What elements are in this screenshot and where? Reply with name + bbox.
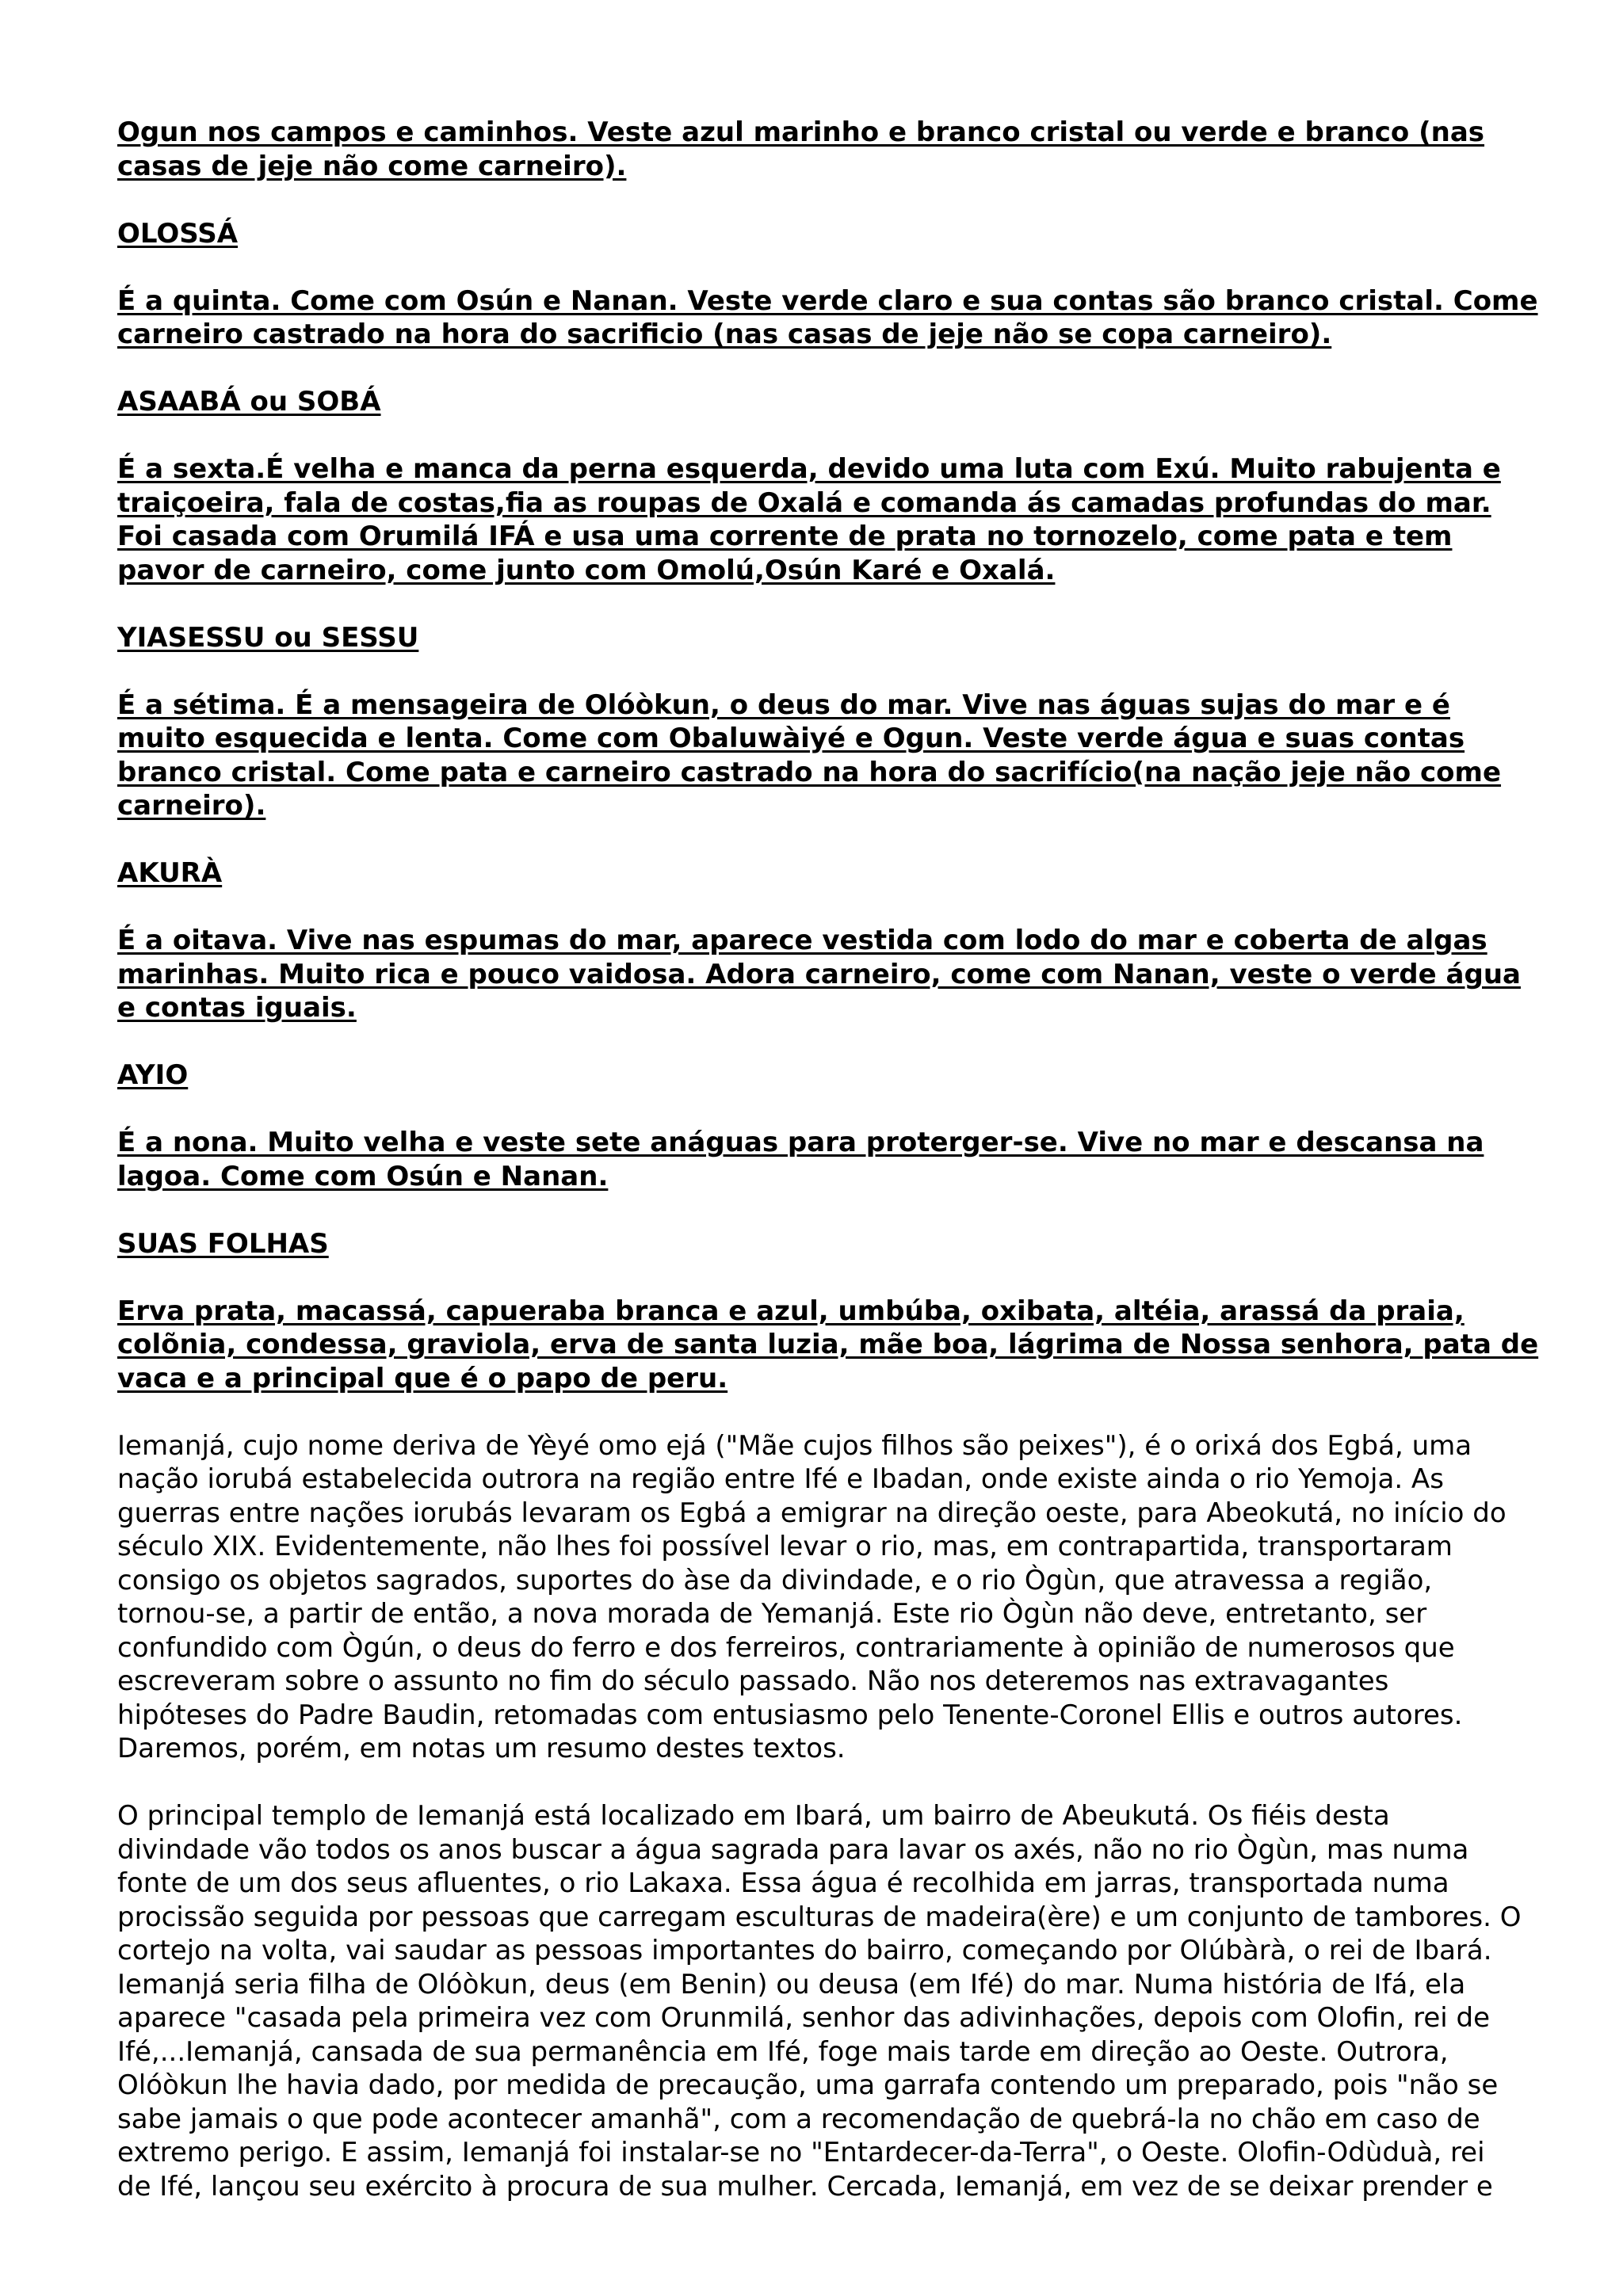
section-heading-suas-folhas: SUAS FOLHAS (117, 1227, 329, 1260)
body-paragraph-temple: O principal templo de Iemanjá está localizado em Ibará, um bairro de Abeukutá. Os fiéis desta divindade vão todos os anos buscar a água sagrada para lavar os axés, não no rio Ògùn, mas numa fonte de um dos seus afluentes, o rio Lakaxa. Essa água é recolhida em jarras, transportada numa procissão seguida por pessoas que carregam esculturas de madeira(ère) e um conjunto de tambores. O cortejo na volta, vai saudar as pessoas importantes do bairro, começando por Olúbàrà, o rei de Ibará. Iemanjá seria filha de Olóòkun, deus (em Benin) ou deusa (em Ifé) do mar. Numa história de Ifá, ela aparece "casada pela primeira vez com Orunmilá, senhor das adivinhações, depois com Olofin, rei de Ifé,...Iemanjá, cansada de sua permanência em Ifé, foge mais tarde em direção ao Oeste. Outrora, Olóòkun lhe havia dado, por medida de precaução, uma garrafa contendo um preparado, pois "não se sabe jamais o que pode acontecer amanhã", com a recomendação de quebrá-la no chão em caso de extremo perigo. E assim, Iemanjá foi instalar-se no "Entardecer-da-Terra", o Oeste. Olofin-Odùduà, rei de Ifé, lançou seu exército à procura de sua mulher. Cercada, Iemanjá, em vez de se deixar prender e (117, 1800, 1522, 2203)
section-heading-yiasessu: YIASESSU ou SESSU (117, 621, 419, 654)
section-heading-olossa: OLOSSÁ (117, 217, 239, 250)
section-text-akura: É a oitava. Vive nas espumas do mar, aparece vestida com lodo do mar e coberta de algas marinhas. Muito rica e pouco vaidosa. Adora carneiro, come com Nanan, veste o verde água e contas iguais. (117, 925, 1521, 1024)
section-heading-akura: AKURÀ (117, 857, 223, 889)
document-content (117, 116, 1544, 2237)
section-text-olossa: É a quinta. Come com Osún e Nanan. Veste verde claro e sua contas são branco cristal. Come carneiro castrado na hora do sacrificio (nas casas de jeje não se copa carneiro). (117, 284, 1538, 350)
body-paragraph-origin: Iemanjá, cujo nome deriva de Yèyé omo ejá ("Mãe cujos filhos são peixes"), é o orixá dos Egbá, uma nação iorubá estabelecida outrora na região entre Ifé e Ibadan, onde existe ainda o rio Yemoja. As guerras entre nações iorubás levaram os Egbá a emigrar na direção oeste, para Abeokutá, no início do século XIX. Evidentemente, não lhes foi possível levar o rio, mas, em contrapartida, transportaram consigo os objetos sagrados, suportes do àse da divindade, e o rio Ògùn, que atravessa a região, tornou-se, a partir de então, a nova morada de Yemanjá. Este rio Ògùn não deve, entretanto, ser confundido com Ògún, o deus do ferro e dos ferreiros, contrariamente à opinião de numerosos que escreveram sobre o assunto no fim do século passado. Não nos deteremos nas extravagantes hipóteses do Padre Baudin, retomadas com entusiasmo pelo Tenente-Coronel Ellis e outros autores. Daremos, porém, em notas um resumo destes textos. (117, 1429, 1507, 1764)
section-text-asaaba: É a sexta.É velha e manca da perna esquerda, devido uma luta com Exú. Muito rabujenta e traiçoeira, fala de costas,fia as roupas de Oxalá e comanda ás camadas profundas do mar. Foi casada com Orumilá IFÁ e usa uma corrente de prata no tornozelo, come pata e tem pavor de carneiro, come junto com Omolú,Osún Karé e Oxalá. (117, 453, 1501, 586)
section-text-yiasessu: É a sétima. É a mensageira de Olóòkun, o deus do mar. Vive nas águas sujas do mar e é muito esquecida e lenta. Come com Obaluwàiyé e Ogun. Veste verde água e suas contas branco cristal. Come pata e carneiro castrado na hora do sacrifício(na nação jeje não come carneiro). (117, 688, 1502, 822)
section-text-ayio: É a nona. Muito velha e veste sete anáguas para proterger-se. Vive no mar e descansa na lagoa. Come com Osún e Nanan. (117, 1127, 1484, 1192)
section-heading-asaaba: ASAABÁ ou SOBÁ (117, 386, 381, 418)
section-text-suas-folhas: Erva prata, macassá, capueraba branca e azul, umbúba, oxibata, altéia, arassá da praia, colõnia, condessa, graviola, erva de santa luzia, mãe boa, lágrima de Nossa senhora, pata de vaca e a principal que é o papo de peru. (117, 1295, 1539, 1394)
section-heading-ayio: AYIO (117, 1059, 189, 1091)
intro-paragraph: Ogun nos campos e caminhos. Veste azul marinho e branco cristal ou verde e branco (nas casas de jeje não come carneiro). (117, 116, 1485, 182)
